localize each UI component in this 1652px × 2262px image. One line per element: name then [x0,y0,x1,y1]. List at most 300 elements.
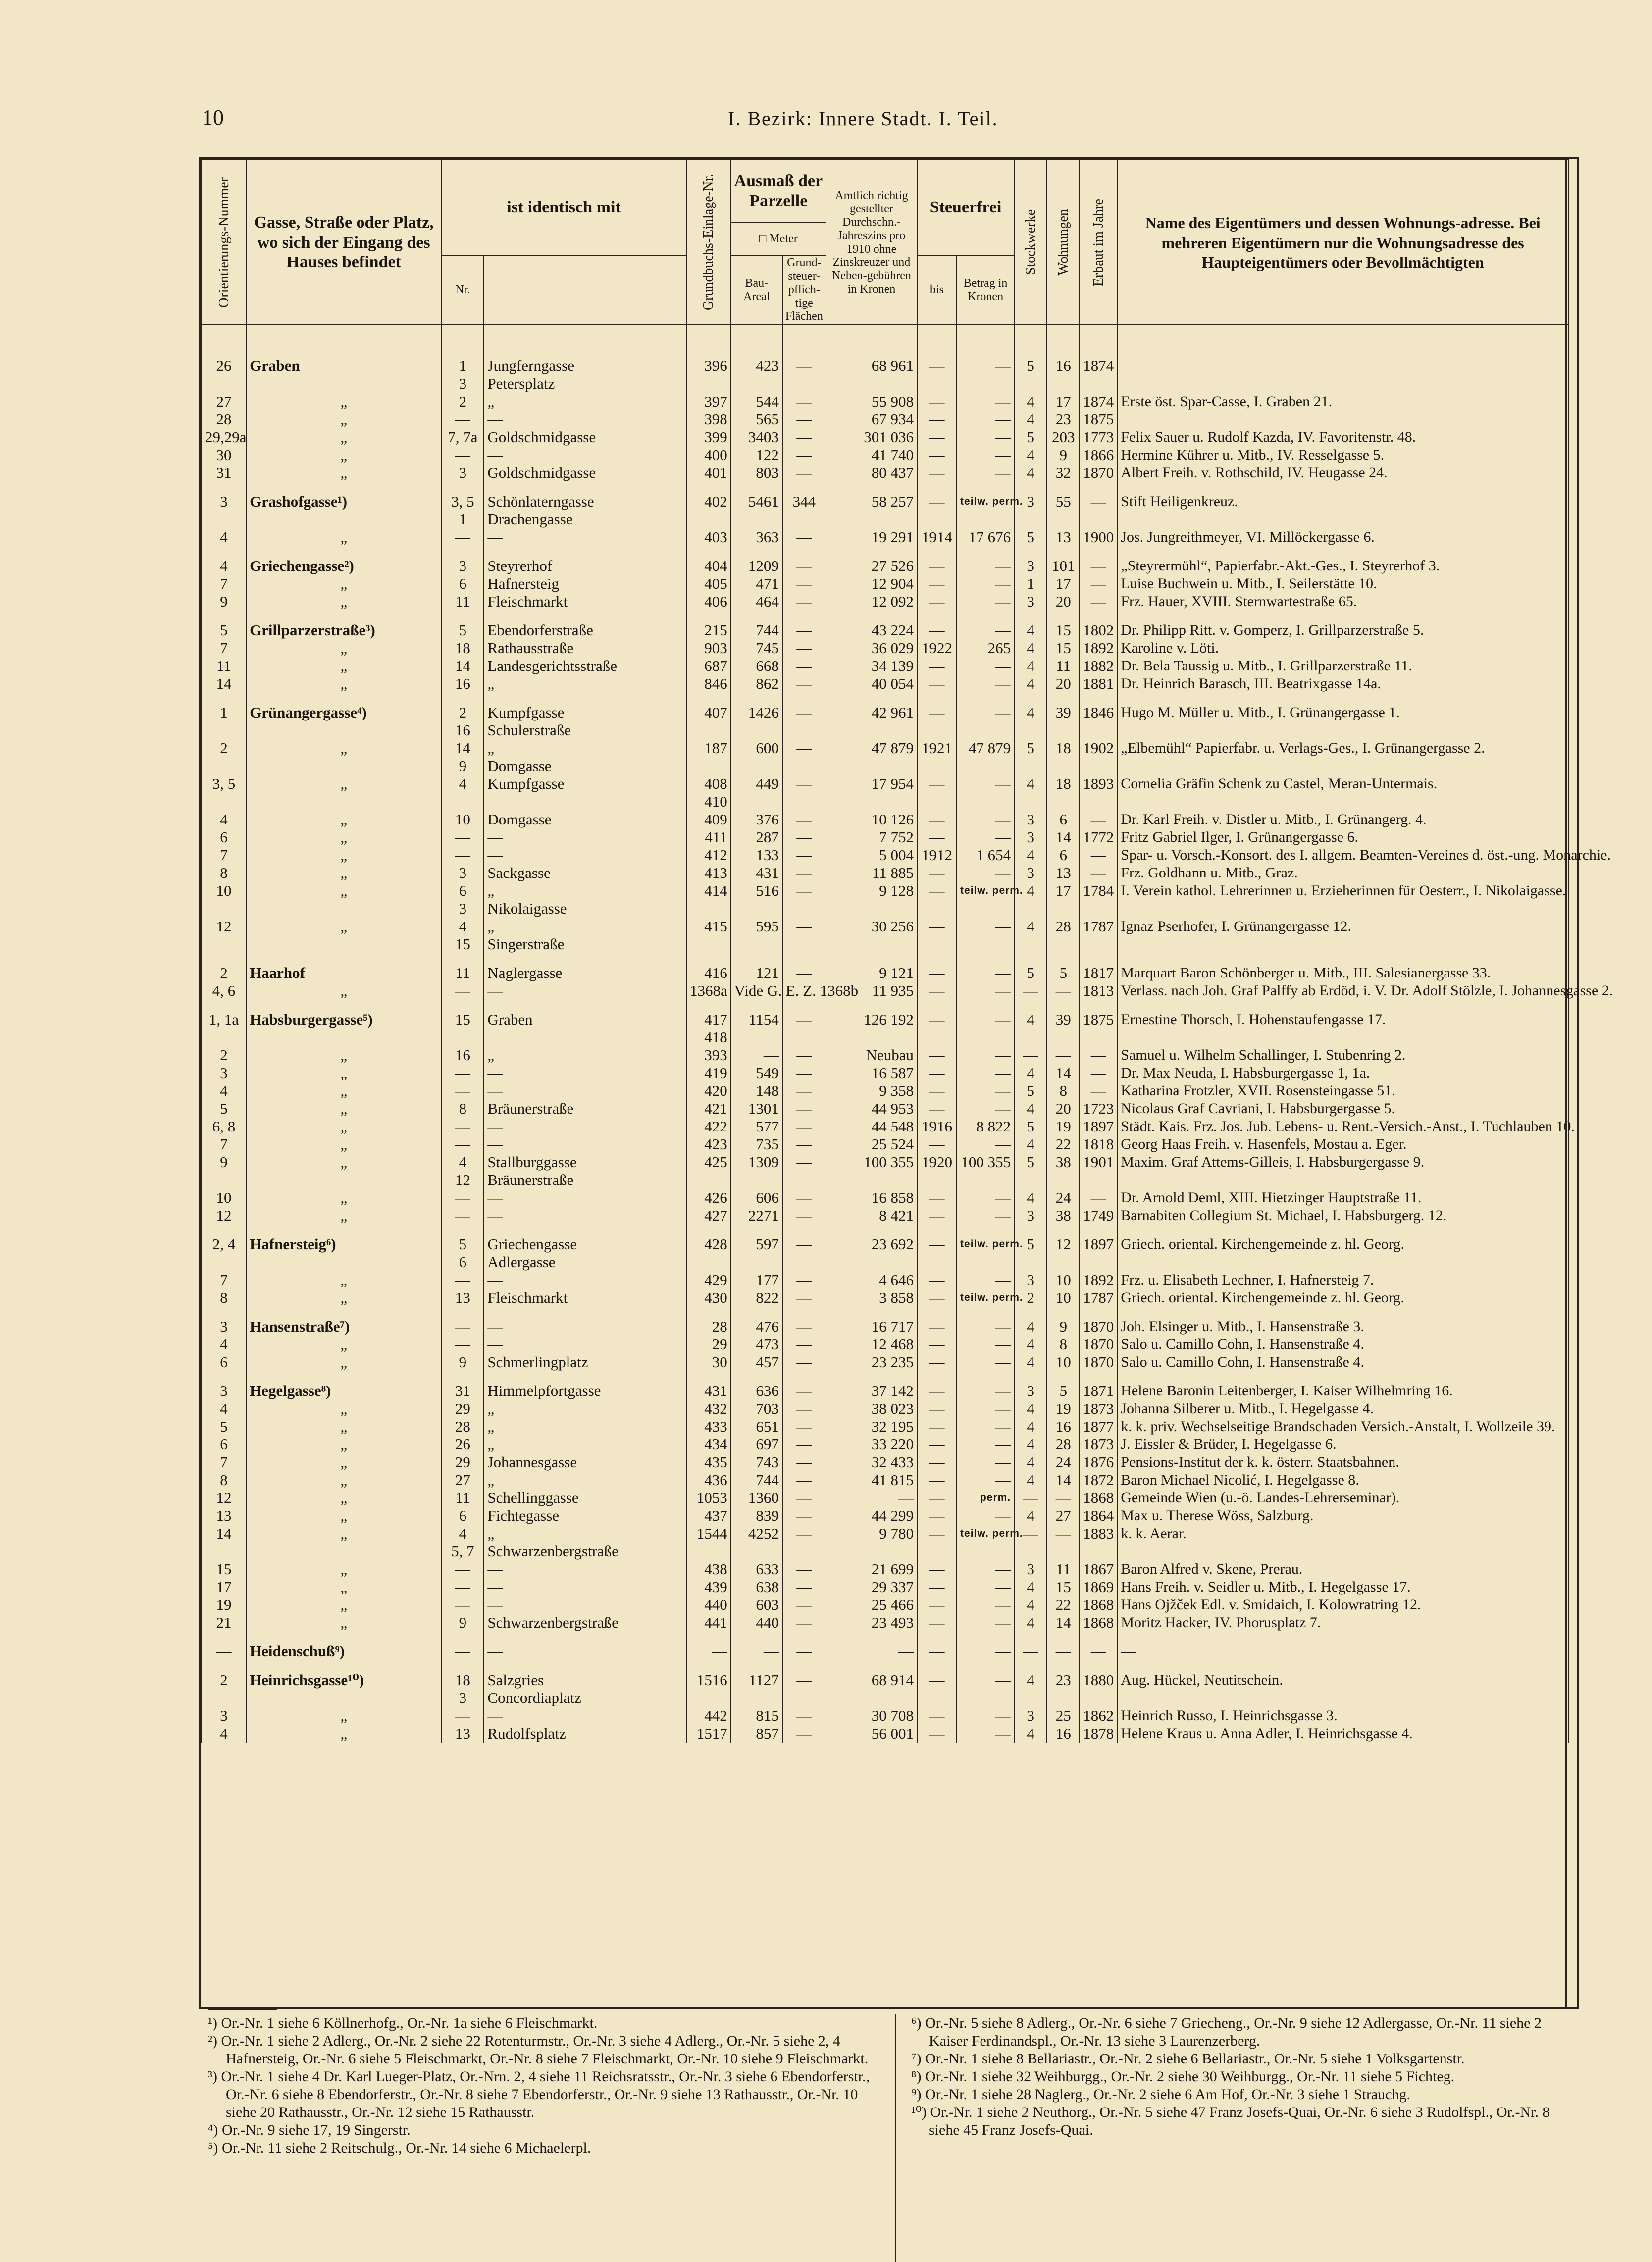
table-row [202,1289,1568,1307]
row-stockwerke: 5 [1014,964,1047,982]
spacer-cell [957,693,1014,704]
row-identical-name: — [484,1707,686,1725]
row-steuerfrei-betrag: — [957,1725,1014,1743]
spacer-cell [1080,482,1117,493]
row-identical-name: Sackgasse [484,864,686,882]
spacer-cell [826,1632,917,1643]
row-nr: 1 [202,704,246,739]
row-identical-name: Goldschmidgasse [484,428,686,446]
row-grundbuch-nr: 440 [686,1596,731,1614]
row-nr: 2 [202,739,246,775]
row-identical-name: „ [484,393,686,411]
row-wohnungen: — [1047,1046,1080,1064]
row-bau-areal: 1360 [731,1489,782,1507]
row-bau-areal: 431 [731,864,782,882]
row-jahreszins: 23 692 [826,1235,917,1271]
row-owner: Max u. Therese Wöss, Salzburg. [1117,1507,1568,1525]
table-row [202,393,1568,411]
row-bau-areal: 549 [731,1064,782,1082]
row-bau-areal: 803 [731,464,782,482]
row-grundbuch-nr: 401 [686,464,731,482]
row-owner: k. k. priv. Wechselseitige Brandschaden Versich.-Anstalt, I. Wollzeile 39. [1117,1418,1568,1436]
row-erbaut: 1862 [1080,1707,1117,1725]
row-identical-nr: — [441,1271,484,1289]
row-jahreszins: — [826,1489,917,1507]
row-identical-name: „ [484,675,686,693]
row-spacer [202,1371,1568,1382]
row-jahreszins: 11 885 [826,864,917,882]
row-identical-name: — [484,982,686,1000]
row-identical-nr: 29 [441,1453,484,1471]
row-bau-areal: 668 [731,657,782,675]
row-steuerfrei-betrag: — [957,1436,1014,1453]
row-identical-nr: — [441,528,484,546]
spacer-cell [1117,1225,1568,1235]
spacer-cell [441,1371,484,1382]
row-steuerfrei-betrag: — [957,1336,1014,1353]
row-nr: 1, 1a [202,1011,246,1046]
row-wohnungen: 8 [1047,1336,1080,1353]
row-wohnungen: 23 [1047,411,1080,428]
row-grundbuch-nr: 427 [686,1207,731,1225]
row-identical-nr: 4 15 [441,918,484,953]
row-bau-areal: 595 [731,918,782,953]
row-bau-areal: 5461 [731,493,782,528]
row-owner: Dr. Heinrich Barasch, III. Beatrixgasse 14a. [1117,675,1568,693]
row-identical-name: Landesgerichtsstraße [484,657,686,675]
row-steuerfrei-bis: 1920 [917,1153,957,1189]
row-wohnungen: 20 [1047,593,1080,611]
row-stockwerke: 4 [1014,882,1047,918]
table-row [202,739,1568,775]
row-jahreszins: 56 001 [826,1725,917,1743]
row-identical-nr: — [441,1596,484,1614]
spacer-cell [484,546,686,557]
spacer-cell [731,546,782,557]
spacer-cell [246,546,441,557]
row-owner: „Elbemühl“ Papierfabr. u. Verlags-Ges., I. Grünangergasse 2. [1117,739,1568,775]
row-bau-areal: 815 [731,1707,782,1725]
row-erbaut: — [1080,557,1117,575]
row-grundsteuer-flaeche: — [782,1525,826,1560]
row-steuerfrei-bis: — [917,1725,957,1743]
row-grundbuch-nr: 402 [686,493,731,528]
row-grundbuch-nr: 408 410 [686,775,731,811]
row-grundbuch-nr: 416 [686,964,731,982]
row-identical-name: — [484,1336,686,1353]
row-grundsteuer-flaeche: — [782,464,826,482]
table-row [202,1489,1568,1507]
header-betrag: Betrag in Kronen [957,255,1014,325]
row-grundsteuer-flaeche: — [782,828,826,846]
row-steuerfrei-bis: — [917,1671,957,1707]
spacer-cell [246,1371,441,1382]
row-steuerfrei-bis: — [917,1596,957,1614]
row-erbaut: 1900 [1080,528,1117,546]
row-grundbuch-nr: 398 [686,411,731,428]
row-wohnungen: 15 [1047,1578,1080,1596]
row-bau-areal: 133 [731,846,782,864]
row-steuerfrei-betrag: teilw. perm. [957,1289,1014,1307]
table-row [202,1100,1568,1118]
row-owner: Frz. Hauer, XVIII. Sternwartestraße 65. [1117,593,1568,611]
spacer-cell [686,953,731,964]
row-stockwerke: 3 [1014,593,1047,611]
row-nr: 11 [202,657,246,675]
table-row [202,357,1568,393]
row-grundsteuer-flaeche: — [782,1707,826,1725]
table-row [202,557,1568,575]
row-jahreszins: 19 291 [826,528,917,546]
row-jahreszins: 55 908 [826,393,917,411]
row-wohnungen: 39 [1047,704,1080,739]
row-identical-name: Rudolfsplatz [484,1725,686,1743]
row-nr: 4 [202,1725,246,1743]
footnote-item: ⁸) Or.-Nr. 1 siehe 32 Weihburgg., Or.-Nr. 2 siehe 30 Weihburgg., Or.-Nr. 11 siehe 5 Fichteg. [911,2068,1455,2085]
row-erbaut: 1868 [1080,1489,1117,1507]
row-steuerfrei-betrag: — [957,1207,1014,1225]
row-steuerfrei-betrag: — [957,357,1014,393]
row-identical-nr: 6 [441,575,484,593]
row-steuerfrei-betrag: — [957,1135,1014,1153]
row-steuerfrei-bis: — [917,593,957,611]
row-steuerfrei-betrag: — [957,1596,1014,1614]
row-wohnungen: 28 [1047,918,1080,953]
row-jahreszins: 44 548 [826,1118,917,1135]
row-nr: 4 [202,557,246,575]
row-steuerfrei-betrag: — [957,393,1014,411]
row-identical-nr: 27 [441,1471,484,1489]
row-grundbuch-nr: 441 [686,1614,731,1632]
row-stockwerke: 3 [1014,1707,1047,1725]
spacer-cell [441,482,484,493]
spacer-cell [441,546,484,557]
row-bau-areal: 606 [731,1189,782,1207]
row-stockwerke: 5 [1014,1118,1047,1135]
row-nr: — [202,1643,246,1660]
spacer-cell [957,546,1014,557]
footnote-item: ³) Or.-Nr. 1 siehe 4 Dr. Karl Lueger-Platz, Or.-Nrn. 2, 4 siehe 11 Reichsratsstr., Or.-Nr. 3 siehe 6 Ebendorferstr., Or.-Nr. 6 siehe 8 Ebendorferstr., Or.-Nr. 8 siehe 7 Ebendorferstr., Or.-Nr. 9 siehe 13 Rathausstr., Or.-Nr. 10 siehe 20 Rathausstr., Or.-Nr. 12 siehe 15 Rathausstr. [208,2068,870,2120]
row-nr: 6, 8 [202,1118,246,1135]
row-grundsteuer-flaeche: — [782,528,826,546]
spacer-cell [686,1225,731,1235]
row-erbaut: 1874 [1080,393,1117,411]
row-owner: Helene Kraus u. Anna Adler, I. Heinrichsgasse 4. [1117,1725,1568,1743]
row-stockwerke: 5 [1014,1082,1047,1100]
spacer-cell [1080,1632,1117,1643]
row-steuerfrei-betrag: — [957,704,1014,739]
row-grundsteuer-flaeche: — [782,1671,826,1707]
table-row [202,1353,1568,1371]
row-grundbuch-nr: 436 [686,1471,731,1489]
row-stockwerke: 4 [1014,411,1047,428]
row-grundbuch-nr: 1368a [686,982,731,1000]
row-nr: 3 [202,1064,246,1082]
row-grundbuch-nr: 1517 [686,1725,731,1743]
row-grundsteuer-flaeche: — [782,1064,826,1082]
row-owner: J. Eissler & Brüder, I. Hegelgasse 6. [1117,1436,1568,1453]
row-wohnungen: 22 [1047,1596,1080,1614]
row-wohnungen: 13 [1047,864,1080,882]
spacer-cell [957,1371,1014,1382]
row-grundsteuer-flaeche: — [782,739,826,775]
row-street: „ [246,1418,441,1436]
row-identical-name: Fichtegasse [484,1507,686,1525]
header-identical-blank [484,255,686,325]
row-grundbuch-nr: 405 [686,575,731,593]
row-stockwerke: 4 [1014,1671,1047,1707]
row-erbaut: 1892 [1080,1271,1117,1289]
row-bau-areal: 363 [731,528,782,546]
row-bau-areal: 603 [731,1596,782,1614]
row-identical-name: „ Singerstraße [484,918,686,953]
spacer-cell [782,1371,826,1382]
row-spacer [202,693,1568,704]
row-street: „ [246,1707,441,1725]
row-grundsteuer-flaeche: — [782,1489,826,1507]
row-stockwerke: 5 [1014,428,1047,446]
row-nr: 7 [202,639,246,657]
row-street: „ [246,1614,441,1632]
row-erbaut: 1866 [1080,446,1117,464]
row-erbaut: 1870 [1080,1353,1117,1371]
row-grundbuch-nr: 432 [686,1400,731,1418]
spacer-cell [1080,953,1117,964]
row-owner: Dr. Max Neuda, I. Habsburgergasse 1, 1a. [1117,1064,1568,1082]
spacer-cell [826,611,917,621]
row-erbaut: 1867 [1080,1560,1117,1578]
row-stockwerke: 4 [1014,1318,1047,1336]
spacer-cell [1047,693,1080,704]
row-jahreszins: 58 257 [826,493,917,528]
row-jahreszins: 30 708 [826,1707,917,1725]
row-street: „ [246,1471,441,1489]
row-jahreszins: 27 526 [826,557,917,575]
row-steuerfrei-betrag: — [957,1353,1014,1371]
spacer-cell [441,1307,484,1318]
row-wohnungen: 17 [1047,575,1080,593]
row-street: „ [246,528,441,546]
row-identical-name: Fleischmarkt [484,593,686,611]
table-row [202,1189,1568,1207]
row-identical-name: — [484,1643,686,1660]
row-stockwerke: 4 [1014,775,1047,811]
row-grundbuch-nr: 1053 [686,1489,731,1507]
header-erbaut: Erbaut im Jahre [1080,160,1117,325]
row-stockwerke: 3 [1014,557,1047,575]
row-stockwerke: 4 [1014,1400,1047,1418]
row-owner: Salo u. Camillo Cohn, I. Hansenstraße 4. [1117,1353,1568,1371]
row-bau-areal: 440 [731,1614,782,1632]
spacer-cell [731,1000,782,1011]
row-bau-areal: Vide G. E. Z. 1368b [731,982,782,1000]
row-identical-name: Himmelpfortgasse [484,1382,686,1400]
row-grundsteuer-flaeche: — [782,1507,826,1525]
row-nr: 30 [202,446,246,464]
spacer-cell [917,1307,957,1318]
row-bau-areal: 148 [731,1082,782,1100]
row-steuerfrei-betrag: — [957,864,1014,882]
row-grundsteuer-flaeche: — [782,1100,826,1118]
row-wohnungen: 6 [1047,811,1080,828]
row-owner: k. k. Aerar. [1117,1525,1568,1560]
row-stockwerke: 4 [1014,1064,1047,1082]
row-nr: 14 [202,1525,246,1560]
row-bau-areal: 3403 [731,428,782,446]
row-grundbuch-nr: 846 [686,675,731,693]
table-row [202,1064,1568,1082]
row-grundbuch-nr: 442 [686,1707,731,1725]
row-grundsteuer-flaeche: — [782,1643,826,1660]
row-erbaut: 1873 [1080,1436,1117,1453]
row-steuerfrei-betrag: — [957,1318,1014,1336]
row-stockwerke: 4 [1014,1336,1047,1353]
spacer-cell [1014,1225,1047,1235]
row-jahreszins: 44 299 [826,1507,917,1525]
row-nr: 3 [202,1707,246,1725]
row-steuerfrei-betrag: — [957,964,1014,982]
row-wohnungen: 28 [1047,1436,1080,1453]
row-identical-nr: 3, 5 1 [441,493,484,528]
row-stockwerke: 4 [1014,393,1047,411]
row-stockwerke: 4 [1014,1100,1047,1118]
row-nr: 2 [202,964,246,982]
row-nr: 7 [202,846,246,864]
spacer-cell [917,611,957,621]
row-stockwerke: 4 [1014,846,1047,864]
spacer-cell [246,482,441,493]
row-grundsteuer-flaeche: — [782,393,826,411]
row-erbaut: 1873 [1080,1400,1117,1418]
row-wohnungen: 18 [1047,775,1080,811]
row-jahreszins: 100 355 [826,1153,917,1189]
row-owner: I. Verein kathol. Lehrerinnen u. Erzieherinnen für Oesterr., I. Nikolaigasse. [1117,882,1568,918]
row-wohnungen: 23 [1047,1671,1080,1707]
row-street: „ [246,639,441,657]
row-identical-name: Stallburggasse Bräunerstraße [484,1153,686,1189]
row-street: Grashofgasse¹) [246,493,441,528]
spacer-cell [1014,611,1047,621]
row-grundbuch-nr: 419 [686,1064,731,1082]
ledger-table-frame [199,157,1613,2009]
row-grundsteuer-flaeche: — [782,1400,826,1418]
row-jahreszins: 23 235 [826,1353,917,1371]
row-erbaut: 1870 [1080,464,1117,482]
row-identical-nr: — [441,1064,484,1082]
row-stockwerke: 5 [1014,1235,1047,1271]
spacer-cell [917,953,957,964]
spacer-cell [957,1660,1014,1671]
row-street: „ [246,882,441,918]
row-identical-name: — [484,1135,686,1153]
row-wohnungen: 20 [1047,1100,1080,1118]
row-steuerfrei-bis: — [917,1400,957,1418]
row-identical-nr: — [441,846,484,864]
row-grundsteuer-flaeche: — [782,811,826,828]
row-jahreszins: 16 717 [826,1318,917,1336]
row-spacer [202,1660,1568,1671]
row-bau-areal: 651 [731,1418,782,1436]
row-grundbuch-nr: 417 418 [686,1011,731,1046]
header-bau-areal: Bau-Areal [731,255,782,325]
row-grundsteuer-flaeche: — [782,1189,826,1207]
row-wohnungen: — [1047,982,1080,1000]
spacer-cell [484,611,686,621]
row-street: „ [246,918,441,953]
row-grundsteuer-flaeche: — [782,446,826,464]
row-street: „ [246,1189,441,1207]
table-row [202,1725,1568,1743]
row-nr: 10 [202,1189,246,1207]
row-stockwerke: 4 [1014,1453,1047,1471]
row-stockwerke: 4 [1014,1436,1047,1453]
spacer-cell [484,1371,686,1382]
row-steuerfrei-betrag: — [957,1507,1014,1525]
row-street: „ [246,1560,441,1578]
row-steuerfrei-bis: — [917,1135,957,1153]
spacer-cell [731,1660,782,1671]
table-row [202,1418,1568,1436]
row-street: „ [246,593,441,611]
row-stockwerke: 4 [1014,1507,1047,1525]
table-row [202,493,1568,528]
row-steuerfrei-bis: — [917,1453,957,1471]
row-grundsteuer-flaeche: — [782,428,826,446]
row-grundbuch-nr: 400 [686,446,731,464]
table-row [202,846,1568,864]
row-identical-name: — [484,411,686,428]
row-street: Grillparzerstraße³) [246,621,441,639]
footnote-item: ⁶) Or.-Nr. 5 siehe 8 Adlerg., Or.-Nr. 6 siehe 7 Griecheng., Or.-Nr. 9 siehe 12 Adlergasse, Or.-Nr. 11 siehe 2 Kaiser Ferdinandspl., Or.-Nr. 13 siehe 3 Laurenzerberg. [911,2015,1542,2049]
row-steuerfrei-bis: 1916 [917,1118,957,1135]
row-nr: 4 [202,1082,246,1100]
row-erbaut: 1870 [1080,1318,1117,1336]
row-nr: 21 [202,1614,246,1632]
row-identical-nr: — [441,446,484,464]
spacer-cell [1047,953,1080,964]
row-owner: Verlass. nach Joh. Graf Palffy ab Erdöd, i. V. Dr. Adolf Stölzle, I. Johannesgasse 2. [1117,982,1568,1000]
row-steuerfrei-betrag: — [957,918,1014,953]
spacer-cell [484,1225,686,1235]
header-bis: bis [917,255,957,325]
row-nr: 4 [202,1400,246,1418]
row-nr: 5 [202,1100,246,1118]
row-erbaut: 1880 [1080,1671,1117,1707]
row-identical-name: „ [484,1436,686,1453]
row-erbaut: — [1080,1189,1117,1207]
row-erbaut: 1878 [1080,1725,1117,1743]
row-identical-nr: — [441,1082,484,1100]
row-grundbuch-nr: 403 [686,528,731,546]
row-nr: 8 [202,1471,246,1489]
spacer-cell [782,1225,826,1235]
spacer-cell [1047,1225,1080,1235]
row-bau-areal: 638 [731,1578,782,1596]
row-jahreszins: 25 524 [826,1135,917,1153]
row-wohnungen: 11 [1047,1560,1080,1578]
row-identical-name: — [484,1578,686,1596]
row-identical-nr: 2 [441,393,484,411]
header-meter: □ Meter [731,222,826,255]
spacer-cell [484,1307,686,1318]
row-grundbuch-nr: 404 [686,557,731,575]
row-nr: 27 [202,393,246,411]
row-jahreszins: Neubau [826,1046,917,1064]
row-steuerfrei-bis: — [917,575,957,593]
row-grundbuch-nr: 430 [686,1289,731,1307]
row-owner: Samuel u. Wilhelm Schallinger, I. Stubenring 2. [1117,1046,1568,1064]
row-stockwerke: 5 [1014,1153,1047,1189]
